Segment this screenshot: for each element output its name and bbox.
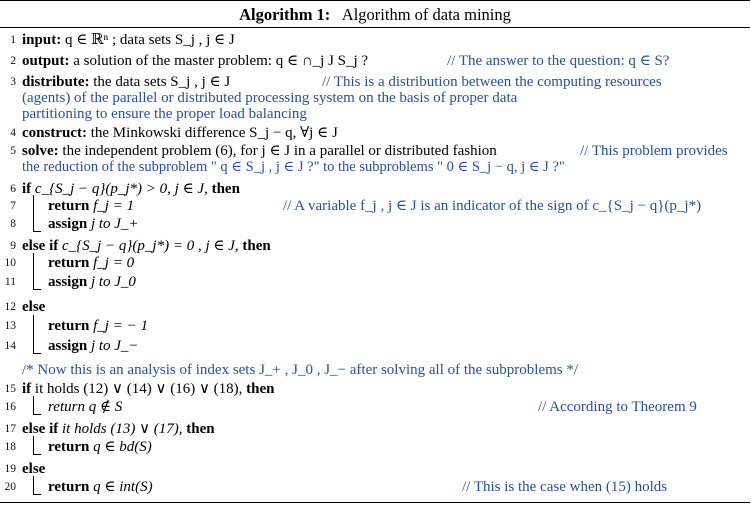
statement: f_j = 1 xyxy=(93,198,135,214)
algorithm-label: Algorithm 1: xyxy=(239,5,331,24)
block-bar xyxy=(33,476,34,494)
keyword: else if xyxy=(22,421,59,437)
block-bar xyxy=(33,436,34,454)
keyword: else xyxy=(22,299,46,315)
line-number: 14 xyxy=(4,340,16,352)
line-number: 13 xyxy=(4,320,16,332)
block-bar-end xyxy=(33,454,41,455)
statement: f_j = − 1 xyxy=(93,318,148,334)
algorithm-name: Algorithm of data mining xyxy=(341,5,511,24)
line-number: 5 xyxy=(10,145,16,157)
condition: c_{S_j − q}(p_j*) = 0 , j ∈ J, xyxy=(61,238,239,254)
line-number: 17 xyxy=(4,423,16,435)
comment: // The answer to the question: q ∈ S? xyxy=(447,53,670,69)
statement: j to J_− xyxy=(90,338,139,354)
statement: return q ∉ S xyxy=(48,399,123,415)
statement: j to J_0 xyxy=(90,274,136,290)
keyword: construct: xyxy=(22,125,87,141)
keyword: return xyxy=(48,439,90,455)
line-number: 9 xyxy=(10,240,16,252)
line-number: 16 xyxy=(4,401,16,413)
keyword-then: then xyxy=(246,381,275,397)
line-number: 8 xyxy=(10,218,16,230)
bottom-rule xyxy=(0,502,750,503)
statement: q ∈ bd(S) xyxy=(93,439,152,455)
comment: // According to Theorem 9 xyxy=(538,399,697,415)
line-number: 10 xyxy=(4,257,16,269)
comment: // This is a distribution between the computing resources xyxy=(322,74,662,90)
keyword: else xyxy=(22,461,46,477)
statement: q ∈ ℝⁿ ; data sets S_j , j ∈ J xyxy=(64,32,235,48)
line-number: 4 xyxy=(10,127,16,139)
keyword-then: then xyxy=(186,421,215,437)
keyword: return xyxy=(48,255,90,271)
block-bar-end xyxy=(33,231,41,232)
keyword-then: then xyxy=(211,181,240,197)
block-comment: /* Now this is an analysis of index sets J_+ , J_0 , J_− after solving all of the subproblems */ xyxy=(22,362,579,378)
block-bar-end xyxy=(33,289,41,290)
comment: // A variable f_j , j ∈ J is an indicator of the sign of c_{S_j − q}(p_j*) xyxy=(283,198,702,214)
keyword: distribute: xyxy=(22,74,90,90)
line-number: 3 xyxy=(10,76,16,88)
keyword: if xyxy=(22,181,32,197)
line-number: 2 xyxy=(10,55,16,67)
line-number: 1 xyxy=(10,34,16,46)
line-number: 11 xyxy=(4,276,16,288)
block-bar-end xyxy=(33,414,41,415)
line-number: 18 xyxy=(4,441,16,453)
keyword: assign xyxy=(48,338,88,354)
statement: the data sets S_j , j ∈ J xyxy=(93,74,231,90)
comment-continued: (agents) of the parallel or distributed processing system on the basis of proper data xyxy=(22,90,518,106)
block-bar xyxy=(33,195,34,231)
block-bar xyxy=(33,396,34,414)
keyword: input: xyxy=(22,32,62,48)
statement: q ∈ int(S) xyxy=(93,479,153,495)
condition: it holds (13) ∨ (17), xyxy=(61,421,183,437)
line-number: 20 xyxy=(4,481,16,493)
comment-continued: partitioning to ensure the proper load balancing xyxy=(22,106,307,122)
block-bar xyxy=(33,315,34,353)
top-rule xyxy=(0,0,750,1)
block-bar-end xyxy=(33,353,41,354)
statement: f_j = 0 xyxy=(93,255,135,271)
condition: c_{S_j − q}(p_j*) > 0, j ∈ J, xyxy=(34,181,208,197)
line-number: 7 xyxy=(10,200,16,212)
statement: the independent problem (6), for j ∈ J in a parallel or distributed fashion xyxy=(62,143,497,159)
line-number: 19 xyxy=(4,463,16,475)
keyword: return xyxy=(48,479,90,495)
keyword: return xyxy=(48,318,90,334)
condition: it holds (12) ∨ (14) ∨ (16) ∨ (18), xyxy=(34,381,243,397)
keyword-then: then xyxy=(242,238,271,254)
comment-continued: the reduction of the subproblem " q ∈ S_j , j ∈ J ?" to the subproblems " 0 ∈ S_j − q, j ∈ J ?" xyxy=(22,159,565,175)
algorithm-title xyxy=(0,5,750,25)
title-rule xyxy=(0,27,750,28)
line-number: 12 xyxy=(4,301,16,313)
keyword: assign xyxy=(48,216,88,232)
comment: // This problem provides xyxy=(580,143,728,159)
keyword: solve: xyxy=(22,143,59,159)
statement: a solution of the master problem: q ∈ ∩_j J S_j ? xyxy=(73,53,369,69)
keyword: output: xyxy=(22,53,70,69)
line-number: 6 xyxy=(10,183,16,195)
block-bar xyxy=(33,253,34,289)
line-number: 15 xyxy=(4,383,16,395)
keyword: if xyxy=(22,381,32,397)
keyword: return xyxy=(48,198,90,214)
keyword: assign xyxy=(48,274,88,290)
keyword: else if xyxy=(22,238,59,254)
comment: // This is the case when (15) holds xyxy=(462,479,668,495)
block-bar-end xyxy=(33,494,41,495)
statement: the Minkowski difference S_j − q, ∀j ∈ J xyxy=(90,125,338,141)
statement: j to J_+ xyxy=(90,216,139,232)
